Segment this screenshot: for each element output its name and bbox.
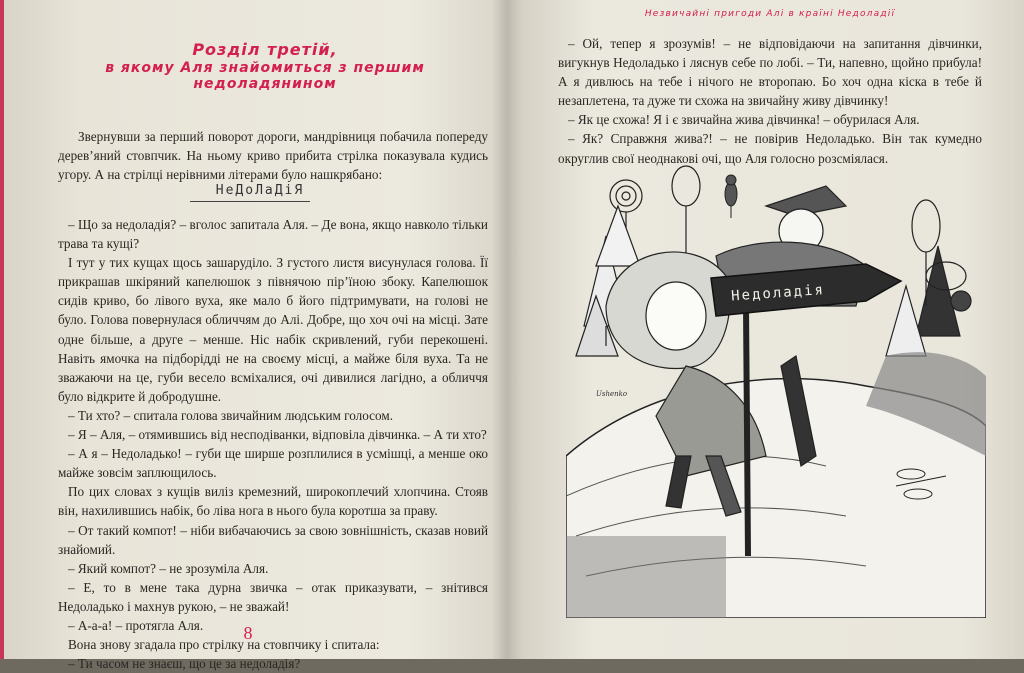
signpost-pole: [746, 306, 748, 556]
hill-pattern: [566, 536, 726, 618]
page-number: 8: [243, 623, 253, 643]
paragraph: – Ой, тепер я зрозумів! – не відповідаючи на запитання дівчинки, вигукнув Недоладько і ляснув себе по лобі. – Ти, напевно, щойно прибула! А я дивлюсь на тебе і нічого не второпаю. Бо хоч одна кіска в тебе й незаплетена, та дуже ти схожа на звичайну живу дівчинку!: [558, 36, 982, 109]
sign-underline: [190, 201, 310, 202]
paragraph: – А-а-а! – протягла Аля.: [68, 617, 204, 633]
paragraph: По цих словах з кущів виліз кремезний, широкоплечий хлопчина. Стояв він, нахилившись набік, бо ліва нога в нього була коротша за праву.: [58, 484, 488, 519]
paragraph: – Ти хто? – спитала голова звичайним людським голосом.: [68, 407, 394, 423]
paragraph: Вона знову згадала про стрілку на стовпчику і спитала:: [68, 637, 380, 653]
chapter-title: Розділ третій,: [192, 40, 338, 59]
right-body-text: [558, 34, 982, 168]
tree-icon: [886, 200, 971, 356]
running-head: Незвичайні пригоди Алі в країні Недоладії: [644, 9, 896, 19]
intro-paragraph: [58, 127, 488, 184]
paragraph: Звернувши за перший поворот дороги, мандрівниця побачила попереду дерев’яний стовпчик. На ньому криво прибита стрілка показувала кудись угору. А на стрілці нерівними літерами було нашкрябано:: [58, 129, 488, 183]
illustration: [566, 156, 986, 618]
paragraph: – Як? Справжня жива?! – не повірив Недоладько. Він так кумедно округлив свої неоднакові очі, що Аля голосно розсміялася.: [558, 131, 982, 166]
paragraph: – Як це схожа! Я і є звичайна жива дівчинка! – обурилася Аля.: [568, 112, 920, 128]
paragraph: І тут у тих кущах щось зашаруділо. З густого листя висунулася голова. Її прикрашав шкіряний капелюшок з півнячою пір’їною збоку. Капелюшок сидів криво, бо лівого вуха, яке мало б його підтримувати, на голові не було. Голова повернулася обличчям до Алі. Добре, що хоч очі на місці. Зате одне більше, а друге – менше. Ніс набік скривлений, губи перекошені. Навіть ямочка на підборідді не на своєму місці, а майже біля вуха. Та не зважаючи на це, губи весело всміхалися, очі дивилися лагідно, а обличчя було відкрите й добродушне.: [58, 255, 488, 404]
paragraph: – Ти часом не знаєш, що це за недоладія?: [68, 656, 301, 672]
paragraph: – Я – Аля, – отямившись від несподіванки, відповіла дівчинка. – А ти хто?: [68, 427, 487, 443]
sign-text: НеДоЛаДіЯ: [215, 183, 305, 198]
paragraph: – А я – Недоладько! – губи ще ширше розплилися в усмішці, а менше око майже зовсім заплющилось.: [58, 446, 488, 481]
paragraph: – От такий компот! – ніби вибачаючись за свою зовнішність, сказав новий знайомий.: [58, 522, 488, 557]
paragraph: – Який компот? – не зрозуміла Аля.: [68, 560, 269, 576]
left-body-text: [58, 215, 488, 673]
signpost-text: Недоладія: [730, 282, 826, 305]
paragraph: – Що за недоладія? – вголос запитала Аля. – Де вона, якщо навколо тільки трава та кущі?: [58, 217, 488, 252]
paragraph: – Е, то в мене така дурна звичка – отак приказувати, – знітився Недоладько і махнув рукою, – не зважай!: [58, 579, 488, 614]
chapter-subtitle: в якому Аля знайомиться з першим недоладянином: [105, 60, 425, 92]
bird-icon: [725, 175, 737, 218]
artist-signature: Ushenko: [596, 390, 628, 398]
